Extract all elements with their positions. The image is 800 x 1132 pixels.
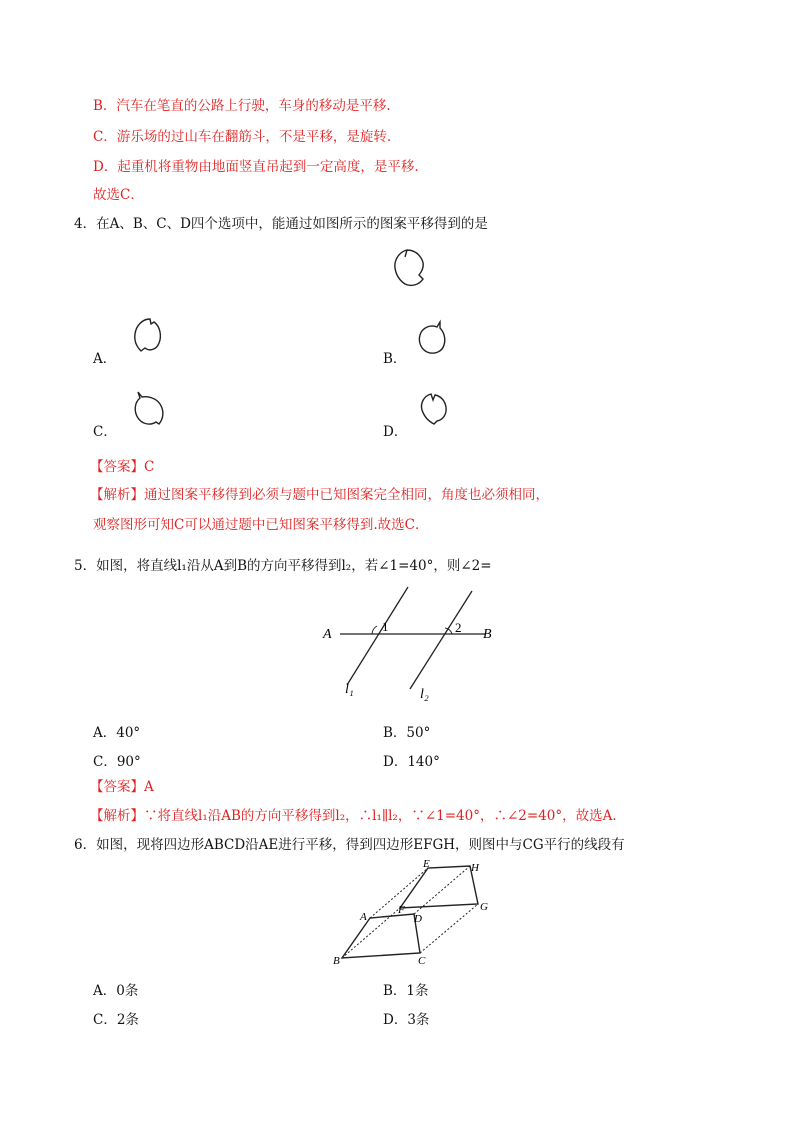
- q5-angle1-arc: [372, 626, 377, 634]
- q6-label-d: D: [414, 913, 422, 925]
- q6-label-b: B: [333, 955, 340, 967]
- q4-stem-text: 在A、B、C、D四个选项中，能通过如图所示的图案平移得到的是: [96, 216, 488, 232]
- q3-conclusion: 故选C．: [93, 187, 144, 203]
- q4-option-a-leaf-icon: [126, 315, 166, 357]
- q4-number: 4．: [74, 216, 97, 232]
- q6-option-a: A．0条: [93, 983, 139, 999]
- q6-label-c: C: [418, 955, 426, 967]
- q5-analysis: 【解析】∵将直线l₁沿AB的方向平移得到l₂，∴l₁∥l₂，∵∠1=40°，∴∠2=40°，故选A．: [90, 808, 626, 824]
- q4-option-a-label: A．: [93, 351, 117, 367]
- q6-figure: [330, 858, 495, 973]
- q5-option-c: C．90°: [93, 754, 141, 770]
- q6-number: 6．: [74, 837, 97, 853]
- q4-given-leaf-icon: [385, 244, 435, 292]
- q6-label-a: A: [360, 911, 367, 923]
- q4-answer: 【答案】C: [90, 459, 155, 475]
- q5-figure: [320, 585, 510, 705]
- q5-label-l2: l₂: [420, 687, 429, 702]
- q4-option-d-leaf-icon: [413, 390, 453, 430]
- q5-label-a: A: [323, 627, 332, 642]
- q5-option-a: A．40°: [93, 725, 141, 741]
- q3-solution-b: B．汽车在笔直的公路上行驶，车身的移动是平移.: [93, 98, 391, 114]
- q6-quad-abcd: [342, 914, 420, 958]
- q4-option-b-label: B．: [383, 351, 407, 367]
- q4-option-c-leaf-icon: [128, 388, 170, 430]
- q6-label-h: H: [471, 862, 479, 874]
- q5-line-l2: [410, 591, 472, 689]
- q3-solution-c: C．游乐场的过山车在翻筋斗，不是平移，是旋转.: [93, 129, 392, 145]
- q6-option-b: B．1条: [383, 983, 429, 999]
- q5-option-d: D．140°: [383, 754, 440, 770]
- q4-option-d-label: D．: [383, 424, 408, 440]
- q4-stem: [74, 215, 488, 233]
- q6-quad-efgh: [400, 866, 478, 908]
- q6-option-d: D．3条: [383, 1012, 430, 1028]
- q5-stem: [74, 557, 492, 575]
- q5-label-angle1: 1: [382, 619, 389, 634]
- q6-segment-bf: [342, 908, 400, 958]
- q5-stem-text: 如图，将直线l₁沿从A到B的方向平移得到l₂，若∠1=40°，则∠2=: [96, 558, 492, 574]
- q5-line-l1: [347, 587, 408, 685]
- q6-stem: [74, 836, 625, 854]
- q4-analysis-line-1: 【解析】通过图案平移得到必须与题中已知图案完全相同，角度也必须相同，: [90, 487, 549, 503]
- q5-label-angle2: 2: [455, 620, 462, 635]
- q6-stem-text: 如图，现将四边形ABCD沿AE进行平移，得到四边形EFGH，则图中与CG平行的线段有: [96, 837, 625, 853]
- q4-option-b-leaf-icon: [410, 318, 450, 358]
- q4-analysis-line-2: 观察图形可知C可以通过题中已知图案平移得到.故选C．: [93, 517, 429, 533]
- q5-label-l1: l₁: [345, 682, 354, 697]
- q6-label-g: G: [480, 901, 488, 913]
- q6-option-c: C．2条: [93, 1012, 139, 1028]
- q5-label-b: B: [483, 627, 492, 642]
- q5-number: 5．: [74, 558, 97, 574]
- q6-label-f: F: [398, 904, 405, 916]
- q3-solution-d: D．起重机将重物由地面竖直吊起到一定高度，是平移.: [93, 159, 419, 175]
- q5-answer: 【答案】A: [90, 779, 154, 795]
- q5-option-b: B．50°: [383, 725, 431, 741]
- q6-segment-cg: [420, 904, 478, 953]
- q4-option-c-label: C．: [93, 424, 117, 440]
- q6-label-e: E: [423, 858, 430, 870]
